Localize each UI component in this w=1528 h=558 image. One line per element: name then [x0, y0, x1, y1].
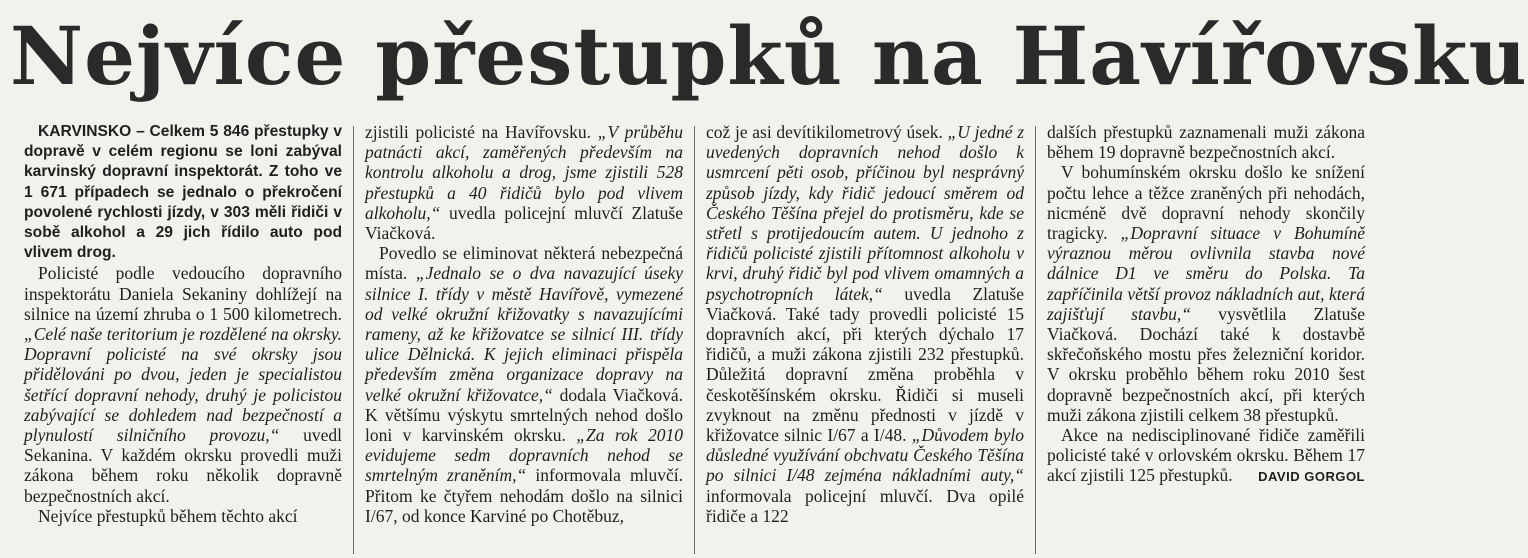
quote: „Za rok 2010 evidujeme sedm dopravních nehod se smrtelným zraněním,“ — [365, 425, 683, 486]
quote: „Jednalo se o dva navazující úseky silnice I. třídy v městě Havířově, vymezené od velké okružní křižovatky s navazujícími rameny, až ke křižovatce se silnicí III. třídy ulice Dělnická. K jejich eliminaci přispěla především změna organizace dopravy na velké okružní křižovatce,“ — [365, 263, 683, 405]
text: uvedl Sekanina. V každém okrsku provedli muži zákona během roku několik dopravně bezpečnostních akcí. — [24, 425, 342, 506]
paragraph: Nejvíce přestupků během těchto akcí — [38, 505, 298, 526]
text: informovala mluvčí. Přitom ke čtyřem nehodám došlo na silnici I/67, od konce Karviné po Chotěbuz, — [365, 465, 683, 526]
text: Policisté podle vedoucího dopravního inspektorátu Daniela Sekaniny dohlížejí na silnice na území zhruba o 1 500 kilometrech. — [24, 263, 342, 324]
quote: „U jedné z uvedených dopravních nehod došlo k usmrcení pěti osob, příčinou byl nesprávný způsob jízdy, kdy řidič jedoucí směrem od Českého Těšína přejel do protisměru, kde se střetl s protijedoucím autem. U jednoho z řidičů policisté zjistili přítomnost alkoholu v krvi, druhý řidič byl pod vlivem omamných a psychotropních látek,“ — [706, 122, 1025, 304]
quote: „Důvodem bylo důsledné využívání obchvatu Českého Těšína po silnici I/48 zejména nákladními auty,“ — [706, 425, 1024, 486]
quote: „V průběhu patnácti akcí, zaměřených především na kontrolu alkoholu a drog, jsme zjistili 528 přestupků a 40 řidičů bylo pod vlivem alkoholu,“ — [365, 122, 684, 223]
paragraph — [365, 243, 683, 526]
text: uvedla policejní mluvčí Zlatuše Viačková. — [365, 202, 683, 244]
paragraph — [365, 122, 683, 243]
column-2 — [365, 122, 683, 554]
paragraph — [1047, 162, 1365, 425]
paragraph — [24, 263, 342, 505]
text: což je asi devítikilometrový úsek. — [706, 122, 948, 142]
paragraph: dalších přestupků zaznamenali muži zákona během 19 dopravně bezpečnostních akcí. — [1047, 122, 1365, 163]
text: Povedlo se eliminovat některá nebezpečná místa. — [365, 243, 683, 284]
paragraph — [1047, 425, 1365, 486]
text: informovala policejní mluvčí. Dva opilé řidiče a 122 — [706, 485, 1024, 526]
article-lead: KARVINSKO – Celkem 5 846 přestupky v dopravě v celém regionu se loni zabýval karvinský dopravní inspektorát. Z toho ve 1 671 případech se jednalo o překročení povolené rychlosti jízdy, v 303 měli řidiči v sobě alkohol a 29 jich řídilo auto pod vlivem drog. — [24, 123, 342, 262]
text: dodala Viačková. K většímu výskytu smrtelných nehod došlo loni v karvinském okrsku. — [365, 384, 683, 446]
quote: „Dopravní situace v Bohumíně výraznou měrou ovlivnila stavba nové dálnice D1 ve směru do Polska. Ta zapříčinila větší provoz nákladních aut, která zajišťují stavbu,“ — [1047, 223, 1365, 324]
article-headline: Nejvíce přestupků na Havířovsku — [10, 9, 1528, 103]
text: Akce na nedisciplinované řidiče zaměřili policisté také v orlovském okrsku. Během 17 akcí zjistili 125 přestupků. — [1047, 425, 1365, 486]
column-1 — [24, 122, 342, 554]
author-byline: DAVID GORGOL — [1258, 469, 1365, 485]
column-4 — [1047, 122, 1365, 554]
text: zjistili policisté na Havířovsku. — [365, 122, 598, 142]
paragraph — [706, 122, 1024, 526]
quote: „Celé naše teritorium je rozdělené na okrsky. Dopravní policisté na své okrsky jsou přidělováni po dvou, jeden je specialistou šetřící dopravní nehody, druhý je policistou zabývající se dohledem nad bezpečností a plynulostí silničního provozu,“ — [24, 324, 342, 446]
text: vysvětlila Zlatuše Viačková. Dochází také k dostavbě skřečoňského mostu přes železniční koridor. V okrsku proběhlo během roku 2010 šest dopravně bezpečnostních akcí, při kterých muži zákona zjistili celkem 38 přestupků. — [1047, 303, 1365, 425]
text: V bohumínském okrsku došlo ke snížení počtu lehce a těžce zraněných při nehodách, nicméně dvě dopravní nehody skončily tragicky. — [1047, 162, 1365, 244]
text: uvedla Zlatuše Viačková. Také tady provedli policisté 15 dopravních akcí, při kterých dýchalo 17 řidičů, a muži zákona zjistili 232 přestupků. Důležitá dopravní změna proběhla v českotěšínském okrsku. Řidiči si museli zvyknout na změnu přednosti v jízdě v křižovatce silnic I/67 a I/48. — [706, 283, 1024, 446]
article-body — [24, 122, 1364, 554]
column-3 — [706, 122, 1024, 554]
